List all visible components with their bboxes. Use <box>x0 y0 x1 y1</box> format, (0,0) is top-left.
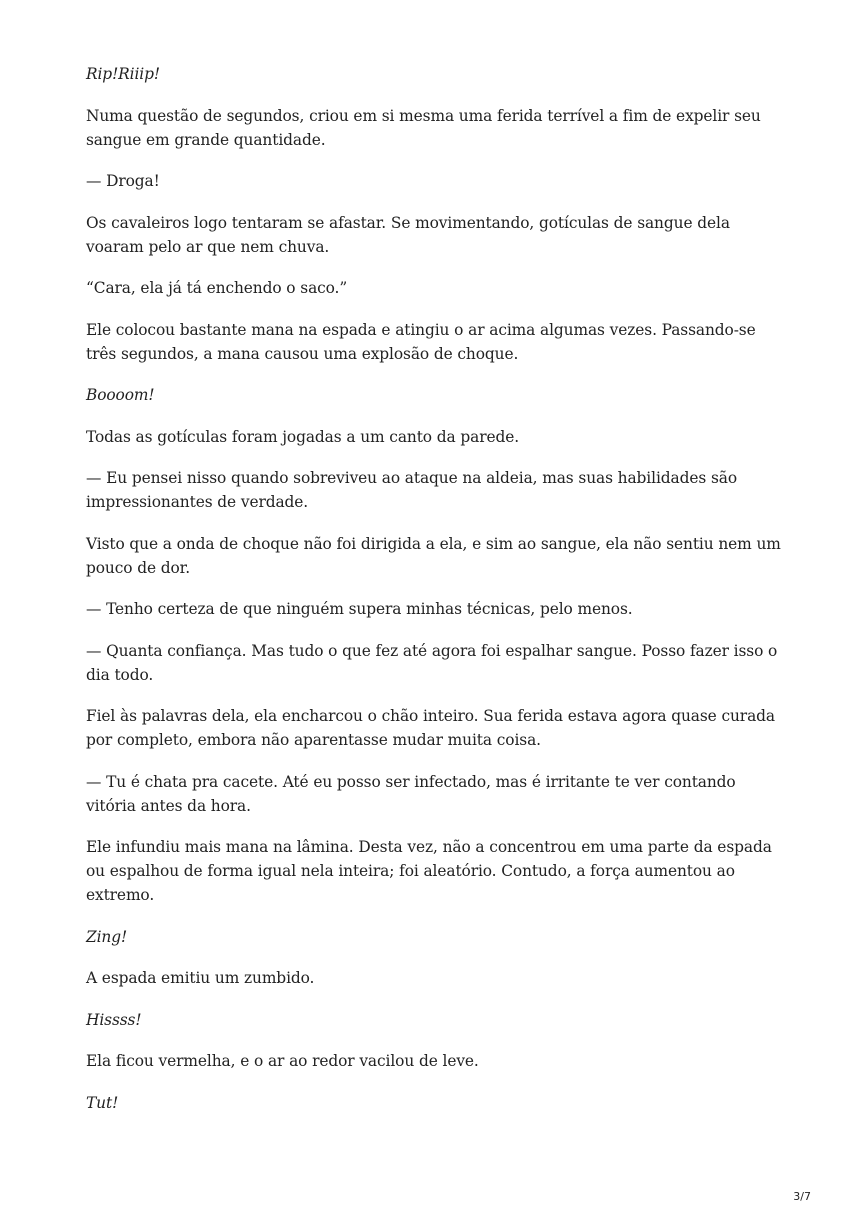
paragraph-sound-effect: Rip!Riiip! <box>86 65 160 83</box>
document-body <box>86 62 786 1132</box>
paragraph-sound-effect: Tut! <box>86 1093 119 1112</box>
paragraph-sound-effect: Zing! <box>86 927 128 946</box>
paragraph: Ela ficou vermelha, e o ar ao redor vacilou de leve. <box>86 1052 479 1070</box>
paragraph: Fiel às palavras dela, ela encharcou o chão inteiro. Sua ferida estava agora quase curada por completo, embora não aparentasse mudar muita coisa. <box>86 707 775 749</box>
page-number: 3/7 <box>793 1190 811 1203</box>
paragraph: Visto que a onda de choque não foi dirigida a ela, e sim ao sangue, ela não sentiu nem um pouco de dor. <box>86 534 781 577</box>
paragraph: Todas as gotículas foram jogadas a um canto da parede. <box>86 427 520 446</box>
paragraph-thought: “Cara, ela já tá enchendo o saco.” <box>86 279 348 297</box>
paragraph: Numa questão de segundos, criou em si mesma uma ferida terrível a fim de expelir seu sangue em grande quantidade. <box>86 106 761 149</box>
paragraph: Os cavaleiros logo tentaram se afastar. Se movimentando, gotículas de sangue dela voaram pelo ar que nem chuva. <box>86 213 730 256</box>
paragraph-dialogue: — Tenho certeza de que ninguém supera minhas técnicas, pelo menos. <box>86 600 633 618</box>
paragraph-dialogue: — Tu é chata pra cacete. Até eu posso ser infectado, mas é irritante te ver contando vitória antes da hora. <box>86 772 736 815</box>
paragraph-sound-effect: Hissss! <box>86 1010 142 1029</box>
paragraph: A espada emitiu um zumbido. <box>86 969 315 987</box>
paragraph: Ele infundiu mais mana na lâmina. Desta vez, não a concentrou em uma parte da espada ou espalhou de forma igual nela inteira; foi aleatório. Contudo, a força aumentou ao extremo. <box>86 838 772 904</box>
paragraph-sound-effect: Boooom! <box>86 386 155 404</box>
paragraph-dialogue: — Eu pensei nisso quando sobreviveu ao ataque na aldeia, mas suas habilidades são impressionantes de verdade. <box>86 469 737 511</box>
paragraph-dialogue: — Quanta confiança. Mas tudo o que fez até agora foi espalhar sangue. Posso fazer isso o dia todo. <box>86 641 778 684</box>
paragraph: Ele colocou bastante mana na espada e atingiu o ar acima algumas vezes. Passando-se três segundos, a mana causou uma explosão de choque. <box>86 320 756 363</box>
paragraph-dialogue: — Droga! <box>86 172 160 190</box>
